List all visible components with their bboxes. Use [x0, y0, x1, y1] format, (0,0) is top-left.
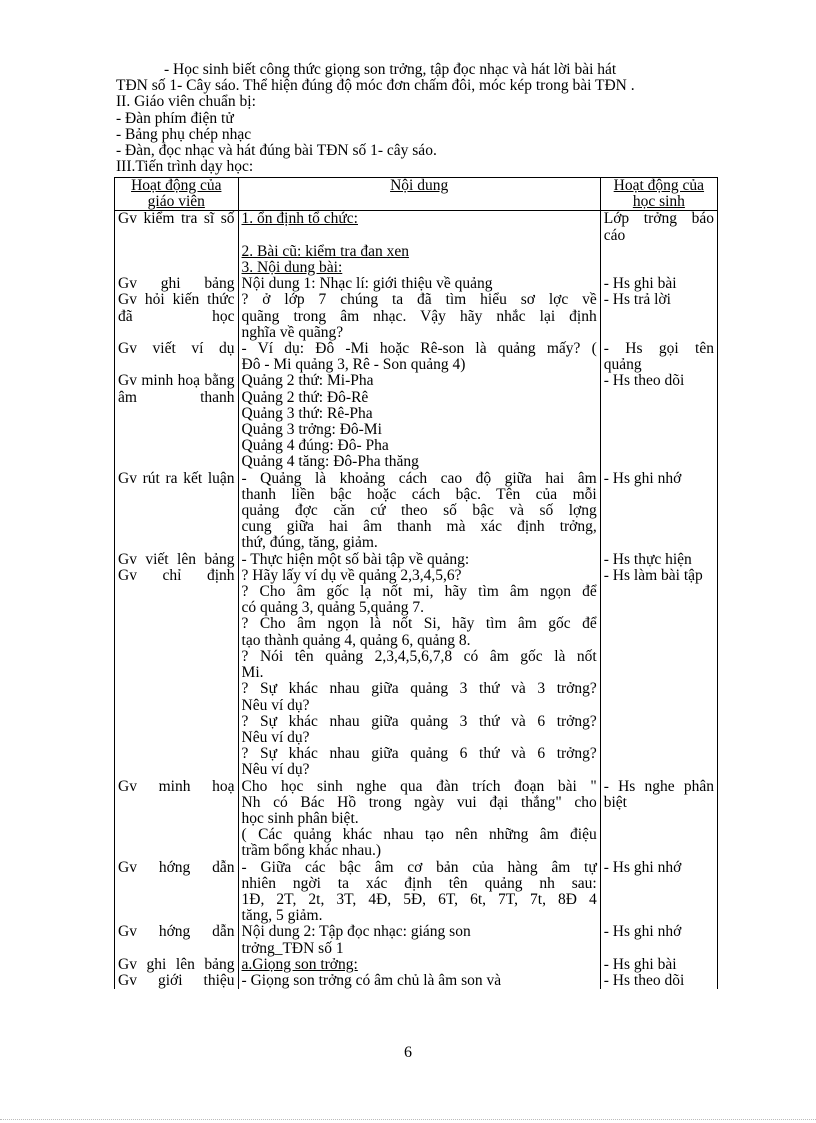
- objective-line-1: - Học sinh biết công thức giọng son trởng, tập đọc nhạc và hát lời bài hát: [164, 61, 617, 78]
- teacher-activity: Gv viết ví dụ: [115, 341, 239, 373]
- table-row: [115, 973, 718, 989]
- header-content: Nội dung: [238, 178, 600, 211]
- section-3-title: III.Tiến trình dạy học:: [116, 158, 254, 176]
- teacher-activity: [115, 244, 239, 276]
- content-line: cung giữa hai âm thanh mà xác định trởng,: [241, 518, 597, 536]
- teacher-activity: Gv minh hoạ: [115, 779, 239, 860]
- lesson-content: [238, 860, 600, 925]
- content-line: ? Cho âm ngọn là nốt Si, hãy tìm âm gốc để: [241, 615, 597, 633]
- content-line: - Ví dụ: Đô -Mi hoặc Rê-son là quảng mấy? (: [241, 340, 597, 358]
- page-number: 6: [404, 1044, 412, 1061]
- content-line: nghĩa về quãng?: [241, 323, 344, 341]
- student-activity: - Hs theo dõi: [600, 373, 717, 470]
- table-row: [115, 276, 718, 292]
- content-line: Nêu ví dụ?: [241, 761, 310, 779]
- intro-block: [116, 62, 738, 175]
- student-activity: - Hs ghi nhớ: [600, 924, 717, 956]
- lesson-content: [238, 552, 600, 568]
- content-line: Quảng 4 tăng: Đô-Pha thăng: [241, 453, 419, 471]
- section-2-title: II. Giáo viên chuẩn bị:: [116, 93, 256, 111]
- content-line: Quảng 3 trởng: Đô-Mi: [241, 421, 382, 439]
- content-line: 1Đ, 2T, 2t, 3T, 4Đ, 5Đ, 6T, 6t, 7T, 7t, 8Đ 4: [241, 890, 597, 908]
- lesson-content: [238, 779, 600, 860]
- table-row: [115, 860, 718, 925]
- content-line: ? Nói tên quảng 2,3,4,5,6,7,8 có âm gốc là nốt: [241, 647, 597, 665]
- lesson-content: [238, 244, 600, 276]
- content-line: ? Sự khác nhau giữa quảng 3 thứ và 3 trởng?: [241, 680, 597, 698]
- objective-line-2: TĐN số 1- Cây sáo. Thể hiện đúng độ móc đơn chấm đôi, móc kép trong bài TĐN .: [116, 77, 635, 95]
- content-line: thanh liền bậc hoặc cách bậc. Tên của mỗi: [241, 485, 597, 503]
- student-activity: - Hs gọi tên quảng: [600, 341, 717, 373]
- content-line: - Quảng là khoảng cách cao độ giữa hai âm: [241, 469, 597, 487]
- content-line: - Giữa các bậc âm cơ bản của hàng âm tự: [241, 858, 597, 876]
- prep-item-1: - Đàn phím điện tử: [116, 109, 234, 127]
- content-line: Nh có Bác Hồ trong ngày vui đại thắng" cho: [241, 793, 597, 811]
- content-line: Cho học sinh nghe qua đàn trích đoạn bài ": [241, 777, 597, 795]
- student-activity: - Hs ghi bài: [600, 276, 717, 292]
- teacher-activity: Gv ghi bảng: [115, 276, 239, 292]
- student-activity: [600, 244, 717, 276]
- header-student: Hoạt động của học sinh: [600, 178, 717, 211]
- lesson-table: [114, 177, 718, 989]
- prep-item-2: - Bảng phụ chép nhạc: [116, 125, 252, 143]
- teacher-activity: Gv hớng dẫn: [115, 924, 239, 956]
- content-line: Quảng 3 thứ: Rê-Pha: [241, 404, 373, 422]
- content-line: trầm bổng khác nhau.): [241, 842, 381, 860]
- content-line: ( Các quảng khác nhau tạo nên những âm điệu: [241, 826, 597, 844]
- teacher-activity: Gv rút ra kết luận: [115, 471, 239, 552]
- lesson-content: [238, 373, 600, 470]
- student-activity: - Hs theo dõi: [600, 973, 717, 989]
- content-line: có quảng 3, quảng 5,quảng 7.: [241, 599, 425, 617]
- student-activity: Lớp trởng báo cáo: [600, 211, 717, 244]
- teacher-activity: Gv viết lên bảng: [115, 552, 239, 568]
- content-line: ? Cho âm gốc lạ nốt mi, hãy tìm âm ngọn để: [241, 583, 597, 601]
- table-row: [115, 552, 718, 568]
- lesson-content: [238, 957, 600, 973]
- table-row: [115, 211, 718, 244]
- content-line: - Giọng son trởng có âm chủ là âm son và: [241, 971, 502, 989]
- content-line: Mi.: [241, 664, 264, 682]
- content-line: quãng trong âm nhạc. Vậy hãy nhắc lại định: [241, 307, 597, 325]
- content-line: ? Hãy lấy ví dụ về quảng 2,3,4,5,6?: [241, 566, 462, 584]
- teacher-activity: Gv ghi lên bảng: [115, 957, 239, 973]
- student-activity: - Hs ghi bài: [600, 957, 717, 973]
- content-line: tăng, 5 giảm.: [241, 907, 323, 925]
- student-activity: - Hs trả lời: [600, 292, 717, 341]
- page-bottom-divider: [0, 1119, 816, 1121]
- lesson-content: [238, 924, 600, 956]
- table-body: [115, 211, 718, 989]
- table-row: [115, 924, 718, 956]
- content-line: trởng_TĐN số 1: [241, 939, 344, 957]
- lesson-content: [238, 341, 600, 373]
- content-line: Quảng 4 đúng: Đô- Pha: [241, 437, 389, 455]
- content-line: a.Giọng son trởng:: [241, 955, 358, 973]
- lesson-content: [238, 471, 600, 552]
- prep-item-3: - Đàn, đọc nhạc và hát đúng bài TĐN số 1- cây sáo.: [116, 142, 437, 160]
- content-line: Quảng 2 thứ: Đô-Rê: [241, 388, 369, 406]
- content-line: - Thực hiện một số bài tập về quảng:: [241, 550, 470, 568]
- table-row: [115, 292, 718, 341]
- table-row: [115, 957, 718, 973]
- table-row: [115, 244, 718, 276]
- student-activity: - Hs ghi nhớ: [600, 860, 717, 925]
- content-line: nhiên ngời ta xác định tên quảng nh sau:: [241, 874, 597, 892]
- header-teacher: Hoạt động của giáo viên: [115, 178, 239, 211]
- teacher-activity: Gv hỏi kiến thức đã học: [115, 292, 239, 341]
- content-line: ? Sự khác nhau giữa quảng 3 thứ và 6 trởng?: [241, 712, 597, 730]
- content-line: thứ, đúng, tăng, giảm.: [241, 534, 378, 552]
- content-line: Nêu ví dụ?: [241, 696, 310, 714]
- table-row: [115, 373, 718, 470]
- teacher-activity: Gv giới thiệu: [115, 973, 239, 989]
- table-row: [115, 779, 718, 860]
- lesson-content: [238, 292, 600, 341]
- content-line: 1. ổn định tổ chức:: [241, 210, 358, 228]
- teacher-activity: Gv kiểm tra sĩ số: [115, 211, 239, 244]
- content-line: tạo thành quảng 4, quảng 6, quảng 8.: [241, 631, 471, 649]
- content-line: 3. Nội dung bài:: [241, 259, 343, 277]
- student-activity: - Hs ghi nhớ: [600, 471, 717, 552]
- lesson-content: [238, 973, 600, 989]
- lesson-content: [238, 211, 600, 244]
- content-line: Nội dung 2: Tập đọc nhạc: giáng son: [241, 923, 471, 941]
- table-row: [115, 341, 718, 373]
- content-line: ? ở lớp 7 chúng ta đã tìm hiểu sơ lợc về: [241, 291, 597, 309]
- table-row: [115, 471, 718, 552]
- lesson-content: [238, 568, 600, 779]
- table-row: [115, 568, 718, 779]
- content-line: quảng đợc căn cứ theo số bậc và số lợng: [241, 502, 597, 520]
- content-line: ? Sự khác nhau giữa quảng 6 thứ và 6 trởng?: [241, 745, 597, 763]
- lesson-content: [238, 276, 600, 292]
- teacher-activity: Gv chỉ định: [115, 568, 239, 779]
- student-activity: - Hs làm bài tập: [600, 568, 717, 779]
- table-header-row: [115, 178, 718, 211]
- content-line: Quảng 2 thứ: Mi-Pha: [241, 372, 374, 390]
- content-line: Nội dung 1: Nhạc lí: giới thiệu về quảng: [241, 275, 493, 293]
- student-activity: - Hs nghe phân biệt: [600, 779, 717, 860]
- content-line: 2. Bài cũ: kiểm tra đan xen: [241, 242, 409, 260]
- content-line: học sinh phân biệt.: [241, 809, 359, 827]
- content-line: Đô - Mi quảng 3, Rê - Son quảng 4): [241, 356, 466, 374]
- content-line: Nêu ví dụ?: [241, 728, 310, 746]
- teacher-activity: Gv hớng dẫn: [115, 860, 239, 925]
- teacher-activity: Gv minh hoạ bằng âm thanh: [115, 373, 239, 470]
- student-activity: - Hs thực hiện: [600, 552, 717, 568]
